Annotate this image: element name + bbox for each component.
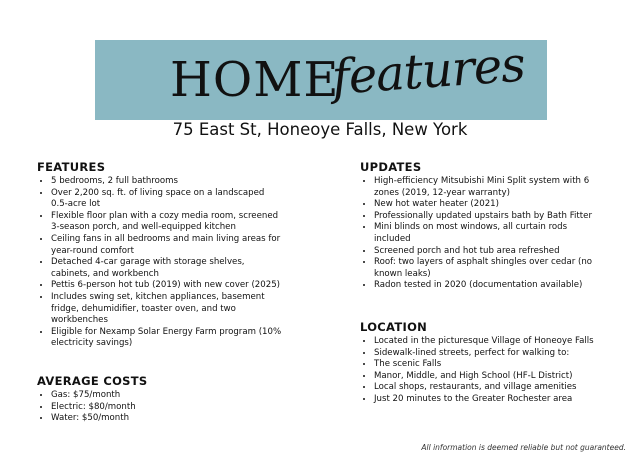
list-item: • Over 2,200 sq. ft. of living space on a landscaped 0.5-acre lot	[51, 188, 282, 211]
features-section	[37, 160, 282, 350]
list-item: • 5 bedrooms, 2 full bathrooms	[51, 176, 282, 188]
list-item: • Just 20 minutes to the Greater Rochester area	[374, 394, 610, 406]
title-banner	[95, 36, 547, 120]
property-address: 75 East St, Honeoye Falls, New York	[172, 120, 468, 139]
list-item: • Radon tested in 2020 (documentation available)	[374, 280, 600, 292]
title-home: HOME	[170, 52, 340, 108]
list-item: • New hot water heater (2021)	[374, 199, 600, 211]
location-heading: LOCATION	[360, 320, 428, 334]
list-item: • Flexible floor plan with a cozy media room, screened 3-season porch, and well-equipped kitchen	[51, 211, 282, 234]
list-item: • Roof: two layers of asphalt shingles over cedar (no known leaks)	[374, 257, 600, 280]
features-list	[37, 176, 282, 350]
updates-section	[360, 160, 600, 292]
list-item: • Water: $50/month	[51, 413, 282, 425]
list-item: • Manor, Middle, and High School (HF-L District)	[374, 371, 610, 383]
list-item: • Located in the picturesque Village of Honeoye Falls	[374, 336, 610, 348]
list-item: • Professionally updated upstairs bath by Bath Fitter	[374, 211, 600, 223]
location-list	[360, 336, 610, 406]
list-item: • Ceiling fans in all bedrooms and main living areas for year-round comfort	[51, 234, 282, 257]
costs-heading: AVERAGE COSTS	[37, 374, 148, 388]
list-item: • Includes swing set, kitchen appliances, basement fridge, dehumidifier, toaster oven, and two workbenches	[51, 292, 282, 327]
list-item: • Pettis 6-person hot tub (2019) with new cover (2025)	[51, 280, 282, 292]
list-item: • The scenic Falls	[374, 359, 610, 371]
location-section	[360, 320, 610, 406]
costs-section	[37, 374, 282, 425]
costs-list	[37, 390, 282, 425]
updates-list	[360, 176, 600, 292]
list-item: • Gas: $75/month	[51, 390, 282, 402]
updates-heading: UPDATES	[360, 160, 422, 174]
disclaimer: All information is deemed reliable but not guaranteed.	[421, 443, 626, 452]
list-item: • Local shops, restaurants, and village amenities	[374, 382, 610, 394]
list-item: • Screened porch and hot tub area refreshed	[374, 246, 600, 258]
list-item: • Detached 4-car garage with storage shelves, cabinets, and workbench	[51, 257, 282, 280]
features-heading: FEATURES	[37, 160, 106, 174]
list-item: • Mini blinds on most windows, all curtain rods included	[374, 222, 600, 245]
list-item: • Eligible for Nexamp Solar Energy Farm program (10% electricity savings)	[51, 327, 282, 350]
list-item: • Sidewalk-lined streets, perfect for walking to:	[374, 348, 610, 360]
list-item: • High-efficiency Mitsubishi Mini Split system with 6 zones (2019, 12-year warranty)	[374, 176, 600, 199]
title-features-script: features	[330, 36, 527, 106]
list-item: • Electric: $80/month	[51, 402, 282, 414]
